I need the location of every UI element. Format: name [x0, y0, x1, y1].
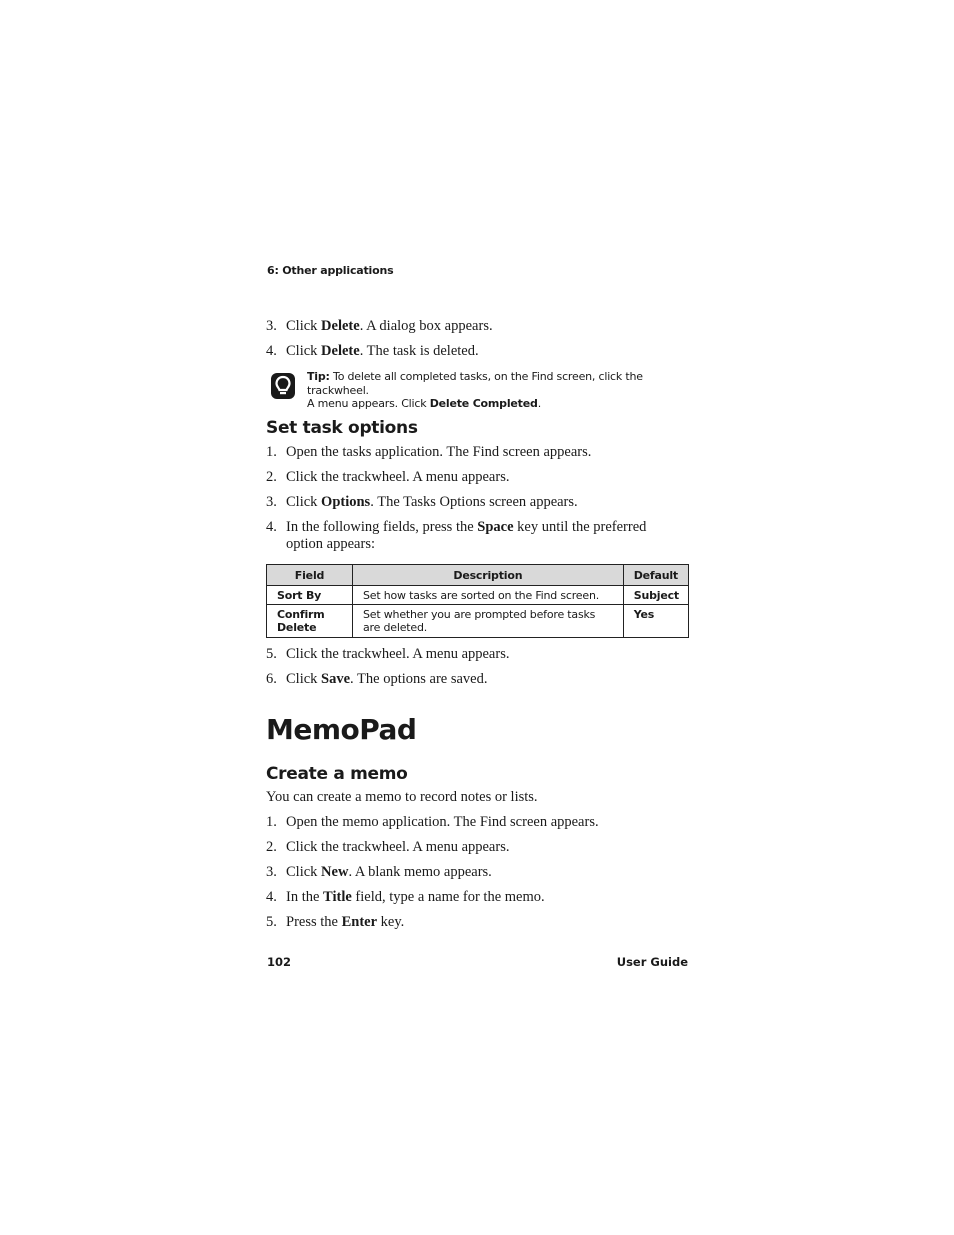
lightbulb-icon — [271, 373, 295, 399]
step-number: 3. — [266, 318, 277, 334]
step-text: . A blank memo appears. — [348, 864, 492, 880]
step-text: . The task is deleted. — [359, 343, 479, 359]
step-item — [266, 889, 545, 906]
step-item — [266, 864, 492, 881]
step-text: Open the memo application. The Find screen appears. — [286, 814, 599, 830]
step-item — [266, 494, 578, 511]
step-number: 1. — [266, 814, 277, 830]
step-number: 5. — [266, 914, 277, 930]
step-text: In the following fields, press the — [286, 519, 478, 535]
section-heading: Create a memo — [266, 764, 408, 784]
tip-box — [307, 370, 697, 411]
step-text: . A dialog box appears. — [359, 318, 493, 334]
page-number: 102 — [267, 955, 292, 969]
default-cell: Yes — [623, 605, 688, 638]
section-heading: Set task options — [266, 418, 418, 438]
table-row — [267, 605, 689, 638]
step-text: Click the trackwheel. A menu appears. — [286, 646, 510, 662]
column-header: Default — [623, 565, 688, 586]
step-text: In the — [286, 889, 324, 905]
step-item — [266, 343, 479, 360]
step-number: 3. — [266, 864, 277, 880]
step-item — [266, 519, 647, 552]
options-table — [266, 564, 689, 638]
field-cell: Confirm Delete — [267, 605, 353, 638]
step-item — [266, 469, 510, 486]
step-text: Click — [286, 343, 322, 359]
step-number: 5. — [266, 646, 277, 662]
tip-bold: Delete Completed — [429, 397, 538, 410]
step-number: 4. — [266, 889, 277, 905]
tip-text: A menu appears. Click — [307, 397, 430, 410]
document-title: User Guide — [616, 955, 688, 969]
step-text: Click — [286, 671, 322, 687]
step-item — [266, 814, 599, 831]
step-number: 4. — [266, 343, 277, 359]
step-text: field, type a name for the memo. — [351, 889, 545, 905]
tip-label: Tip: — [307, 370, 330, 383]
column-header: Field — [267, 565, 353, 586]
description-cell: Set how tasks are sorted on the Find screen. — [353, 586, 624, 605]
step-item — [266, 914, 405, 931]
step-number: 2. — [266, 839, 277, 855]
step-bold: New — [321, 864, 349, 880]
step-text: . The options are saved. — [350, 671, 488, 687]
step-item — [266, 671, 488, 688]
tip-text: . — [537, 397, 541, 410]
step-text: Click — [286, 318, 322, 334]
step-text: Click — [286, 494, 322, 510]
column-header: Description — [353, 565, 624, 586]
step-bold: Delete — [321, 318, 360, 334]
step-item — [266, 318, 493, 335]
step-item — [266, 444, 592, 461]
step-number: 2. — [266, 469, 277, 485]
chapter-title: MemoPad — [266, 713, 417, 746]
field-cell: Sort By — [267, 586, 353, 605]
step-bold: Space — [477, 519, 514, 535]
table-header-row — [267, 565, 689, 586]
table-row — [267, 586, 689, 605]
step-number: 1. — [266, 444, 277, 460]
step-bold: Delete — [321, 343, 360, 359]
step-text: Open the tasks application. The Find screen appears. — [286, 444, 592, 460]
chapter-header: 6: Other applications — [267, 264, 394, 277]
step-text: . The Tasks Options screen appears. — [370, 494, 578, 510]
step-item — [266, 839, 510, 856]
default-cell: Subject — [623, 586, 688, 605]
description-cell: Set whether you are prompted before tasks are deleted. — [353, 605, 624, 638]
step-bold: Options — [321, 494, 371, 510]
step-text: Click the trackwheel. A menu appears. — [286, 469, 510, 485]
step-bold: Title — [323, 889, 352, 905]
step-text: Click the trackwheel. A menu appears. — [286, 839, 510, 855]
step-text: key. — [377, 914, 405, 930]
step-item — [266, 646, 510, 663]
intro-paragraph: You can create a memo to record notes or lists. — [266, 789, 538, 805]
step-text: Press the — [286, 914, 342, 930]
step-text: key until the preferred option appears: — [286, 519, 647, 552]
step-text: Click — [286, 864, 322, 880]
step-bold: Save — [321, 671, 351, 687]
step-number: 4. — [266, 519, 277, 535]
step-number: 6. — [266, 671, 277, 687]
tip-text: To delete all completed tasks, on the Find screen, click the trackwheel. — [307, 370, 643, 397]
step-bold: Enter — [341, 914, 378, 930]
step-number: 3. — [266, 494, 277, 510]
